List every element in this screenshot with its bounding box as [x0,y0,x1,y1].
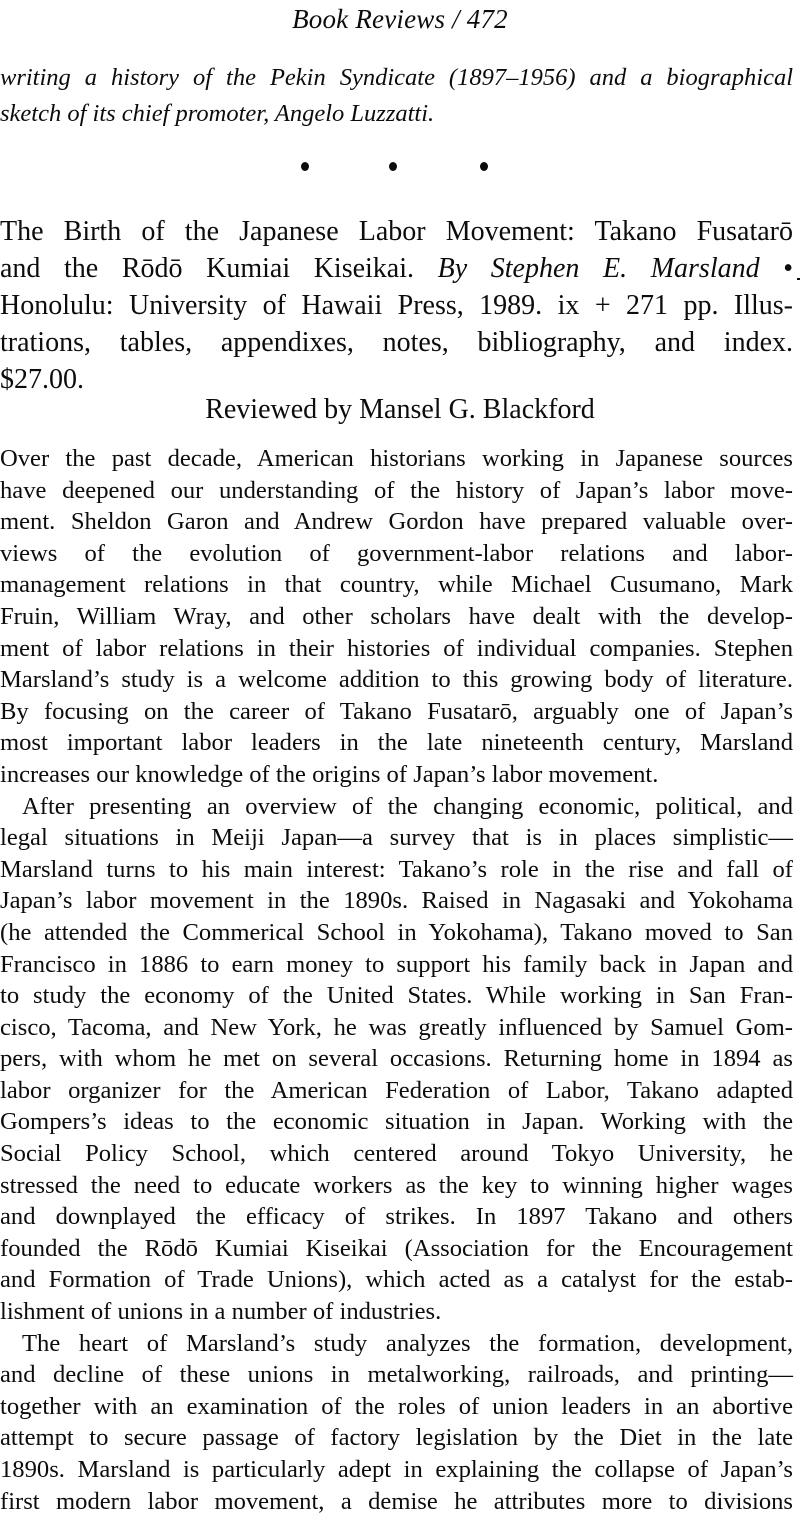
text-line: Gompers’s ideas to the economic situation in Japan. Working with the [0,1108,793,1136]
text-line: views of the evolution of government-labor relations and labor- [0,539,793,567]
text-line: and downplayed the efficacy of strikes. In 1897 Takano and others [0,1203,793,1231]
ornament-dot-icon [301,162,309,171]
text-line: cisco, Tacoma, and New York, he was greatly influenced by Samuel Gom- [0,1013,793,1041]
paragraph-1 [0,443,793,791]
text-line: first modern labor movement, a demise he attributes more to divisions [0,1487,793,1515]
book-title-line: The Birth of the Japanese Labor Movement: Takano Fusatarō [0,216,793,247]
section-break-ornament [0,158,800,174]
text-line: ment of labor relations in their histories of individual companies. Stephen [0,634,793,662]
text-line: sketch of its chief promoter, Angelo Luzzatti. [0,100,435,127]
text-line: attempt to secure passage of factory legislation by the Diet in the late [0,1424,793,1452]
text-line: labor organizer for the American Federation of Labor, Takano adapted [0,1076,793,1104]
text-line: Marsland turns to his main interest: Takano’s role in the rise and fall of [0,855,793,883]
text-line: increases our knowledge of the origins of Japan’s labor movement. [0,760,659,788]
running-head: Book Reviews / 472 [292,4,508,34]
text-line: Marsland’s study is a welcome addition to this growing body of literature. [0,666,793,694]
text-line: most important labor leaders in the late nineteenth century, Marsland [0,729,793,757]
ornament-dot-icon [480,162,488,171]
features-line: trations, tables, appendixes, notes, bibliography, and index. [0,327,793,358]
text-line: ment. Sheldon Garon and Andrew Gordon have prepared valuable over- [0,508,793,536]
paragraph-2 [0,791,793,1328]
text-line: legal situations in Meiji Japan—a survey that is in places simplistic— [0,824,793,852]
book-title-end: and the Rōdō Kumiai Kiseikai. [0,253,415,284]
text-line: Francisco in 1886 to earn money to support his family back in Japan and [0,950,793,978]
text-line: and Formation of Trade Unions), which acted as a catalyst for the estab- [0,1266,793,1294]
text-line: Japan’s labor movement in the 1890s. Raised in Nagasaki and Yokohama [0,887,793,915]
text-line: lishment of unions in a number of industries. [0,1298,442,1326]
paragraph-3 [0,1328,793,1517]
book-author: By Stephen E. Marsland [437,253,760,284]
previous-review-tail [0,60,793,132]
text-line: founded the Rōdō Kumiai Kiseikai (Association for the Encouragement [0,1234,793,1262]
book-citation [0,213,793,398]
text-line: 1890s. Marsland is particularly adept in explaining the collapse of Japan’s [0,1456,793,1483]
text-line: writing a history of the Pekin Syndicate (1897–1956) and a biographical [0,64,793,91]
text-line: The heart of Marsland’s study analyzes the formation, development, [22,1329,793,1357]
text-line: pers, with whom he met on several occasions. Returning home in 1894 as [0,1045,793,1073]
text-line: Fruin, William Wray, and other scholars have dealt with the develop- [0,602,793,630]
text-line: stressed the need to educate workers as the key to winning higher wages [0,1171,793,1199]
ornament-dot-icon [389,162,397,171]
text-line: have deepened our understanding of the history of Japan’s labor move- [0,476,793,504]
text-line: By focusing on the career of Takano Fusatarō, arguably one of Japan’s [0,697,793,725]
text-line: Over the past decade, American historians working in Japanese sources [0,445,793,472]
book-price: $27.00. [0,364,84,395]
text-line: and decline of these unions in metalworking, railroads, and printing— [0,1361,793,1389]
text-line: management relations in that country, while Michael Cusumano, Mark [0,571,793,599]
book-title-author-line [0,250,793,287]
text-line: to study the economy of the United States. While working in San Fran- [0,982,793,1010]
text-line: (he attended the Commerical School in Yokohama), Takano moved to San [0,918,793,946]
citation-separator: • [783,253,794,284]
reviewer-byline: Reviewed by Mansel G. Blackford [205,394,595,425]
text-line: After presenting an overview of the changing economic, political, and [22,792,793,820]
text-line: Social Policy School, which centered around Tokyo University, he [0,1140,793,1168]
text-line: together with an examination of the roles of union leaders in an abortive [0,1392,793,1420]
review-body [0,443,793,1517]
publisher-line: Honolulu: University of Hawaii Press, 1989. ix + 271 pp. Illus- [0,290,793,321]
